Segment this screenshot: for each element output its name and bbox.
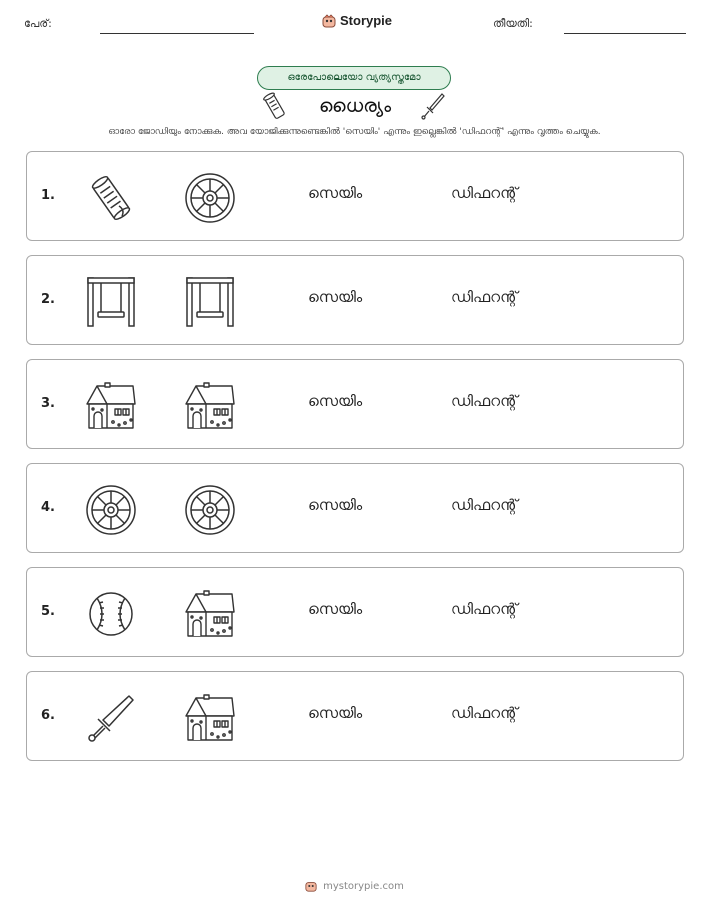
storypie-mascot-icon: [305, 880, 317, 892]
storypie-mascot-icon: [322, 14, 336, 28]
shield-icon: [184, 484, 236, 536]
footer: [0, 880, 709, 892]
pair-row: [26, 671, 684, 761]
date-label: തീയതി:: [493, 17, 533, 30]
name-line[interactable]: [100, 33, 254, 34]
shield-icon: [85, 484, 137, 536]
same-option[interactable]: സെയിം: [308, 496, 363, 514]
instructions: ഓരോ ജോഡിയും നോക്കുക. അവ യോജിക്കുന്നുണ്ടെങ്കിൽ 'സെയിം' എന്നും ഇല്ലെങ്കിൽ 'ഡിഫറന്റ്' എന്നും വൃത്തം ചെയ്യുക.: [108, 127, 601, 137]
row-number: 1.: [41, 188, 55, 203]
row-number: 3.: [41, 396, 55, 411]
page-title: ധൈര്യം: [318, 95, 392, 117]
row-number: 6.: [41, 708, 55, 723]
row-number: 4.: [41, 500, 55, 515]
title-row: [262, 92, 448, 122]
pair-row: [26, 255, 684, 345]
swing-icon: [184, 276, 236, 328]
different-option[interactable]: ഡിഫറന്റ്: [451, 496, 518, 514]
footer-site[interactable]: mystorypie.com: [323, 880, 404, 892]
name-label: പേര്:: [24, 17, 52, 30]
same-option[interactable]: സെയിം: [308, 288, 363, 306]
swing-icon: [85, 276, 137, 328]
different-option[interactable]: ഡിഫറന്റ്: [451, 392, 518, 410]
different-option[interactable]: ഡിഫറന്റ്: [451, 288, 518, 306]
baseball-icon: [85, 588, 137, 640]
pair-row: [26, 151, 684, 241]
house-icon: [85, 380, 137, 432]
row-number: 2.: [41, 292, 55, 307]
pair-row: [26, 567, 684, 657]
different-option[interactable]: ഡിഫറന്റ്: [451, 600, 518, 618]
same-option[interactable]: സെയിം: [308, 184, 363, 202]
shield-icon: [184, 172, 236, 224]
different-option[interactable]: ഡിഫറന്റ്: [451, 184, 518, 202]
row-number: 5.: [41, 604, 55, 619]
same-option[interactable]: സെയിം: [308, 392, 363, 410]
scroll-icon: [85, 172, 137, 224]
pair-row: [26, 463, 684, 553]
brand-name: Storypie: [340, 13, 393, 28]
same-option[interactable]: സെയിം: [308, 600, 363, 618]
scroll-icon: [262, 92, 288, 122]
date-line[interactable]: [564, 33, 686, 34]
sword-icon: [420, 92, 446, 122]
brand-logo: [322, 13, 392, 28]
same-option[interactable]: സെയിം: [308, 704, 363, 722]
sword-icon: [85, 692, 137, 744]
house-icon: [184, 692, 236, 744]
house-icon: [184, 588, 236, 640]
worksheet-type-badge: ഒരേപോലെയോ വ്യത്യസ്തമോ: [257, 66, 451, 90]
house-icon: [184, 380, 236, 432]
pair-row: [26, 359, 684, 449]
different-option[interactable]: ഡിഫറന്റ്: [451, 704, 518, 722]
